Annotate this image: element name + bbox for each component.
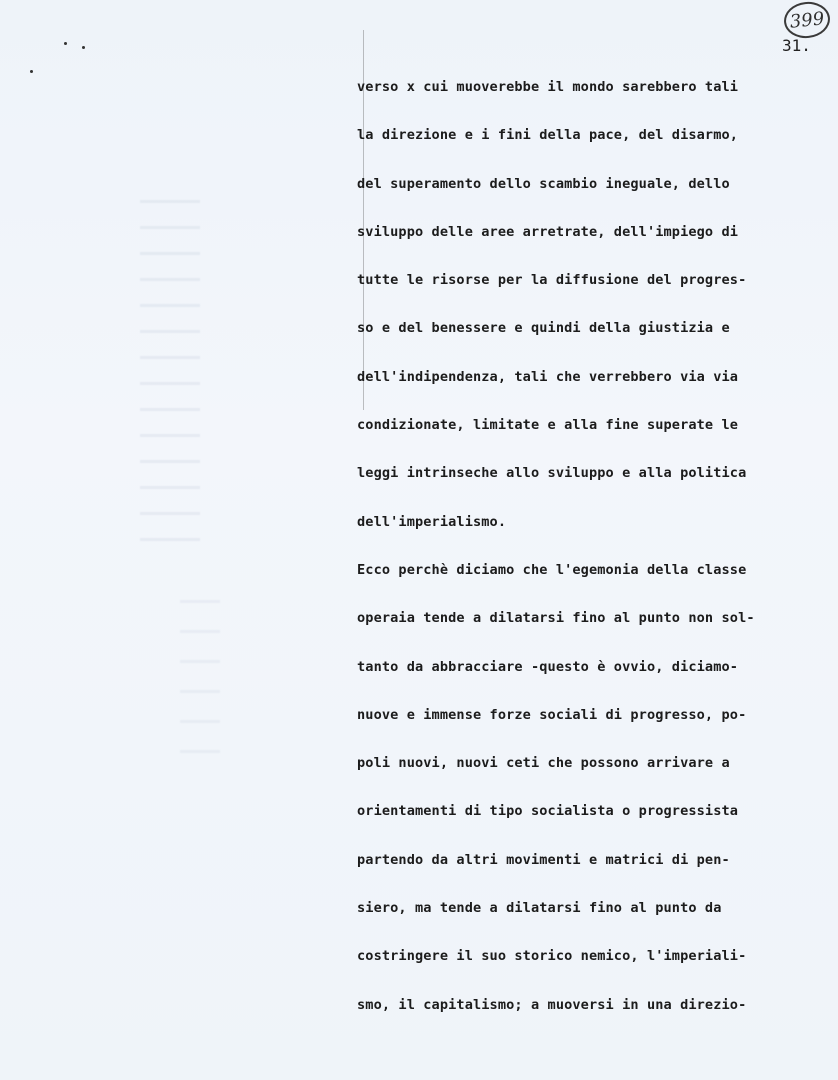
- text-line: verso x cui muoverebbe il mondo sarebbero tali: [357, 79, 739, 95]
- text-line: condizionate, limitate e alla fine superate le: [357, 417, 739, 434]
- text-line: siero, ma tende a dilatarsi fino al punto da: [357, 900, 722, 917]
- show-through-text: [140, 200, 200, 560]
- archive-stamp: 399: [782, 0, 832, 40]
- text-line: so e del benessere e quindi della giustizia e: [357, 320, 730, 337]
- text-line: orientamenti di tipo socialista o progressista: [357, 803, 739, 820]
- text-line: partendo da altri movimenti e matrici di pen-: [357, 851, 730, 868]
- text-line: la direzione e i fini della pace, del disarmo,: [357, 127, 739, 144]
- show-through-text: [180, 600, 220, 760]
- text-line: del superamento dello scambio ineguale, dello: [357, 175, 730, 192]
- text-line: nuove e immense forze sociali di progresso, po-: [357, 706, 747, 723]
- text-line: dell'imperialismo.: [357, 513, 507, 530]
- ink-speck: [30, 70, 33, 73]
- body-text: [357, 72, 833, 1038]
- text-line: leggi intrinseche allo sviluppo e alla politica: [357, 465, 747, 482]
- text-line: operaia tende a dilatarsi fino al punto non sol-: [357, 610, 755, 627]
- text-line: dell'indipendenza, tali che verrebbero via via: [357, 368, 739, 385]
- text-line: Ecco perchè diciamo che l'egemonia della classe: [357, 561, 747, 578]
- text-line: poli nuovi, nuovi ceti che possono arrivare a: [357, 755, 730, 772]
- text-line: costringere il suo storico nemico, l'imperiali-: [357, 948, 747, 965]
- page-number: 31.: [782, 36, 811, 55]
- text-line: smo, il capitalismo; a muoversi in una direzio-: [357, 996, 747, 1013]
- text-line: tanto da abbracciare -questo è ovvio, diciamo-: [357, 658, 739, 675]
- ink-speck: [82, 46, 85, 49]
- text-line: sviluppo delle aree arretrate, dell'impiego di: [357, 223, 739, 240]
- text-line: tutte le risorse per la diffusione del progres-: [357, 272, 747, 289]
- ink-speck: [64, 42, 67, 45]
